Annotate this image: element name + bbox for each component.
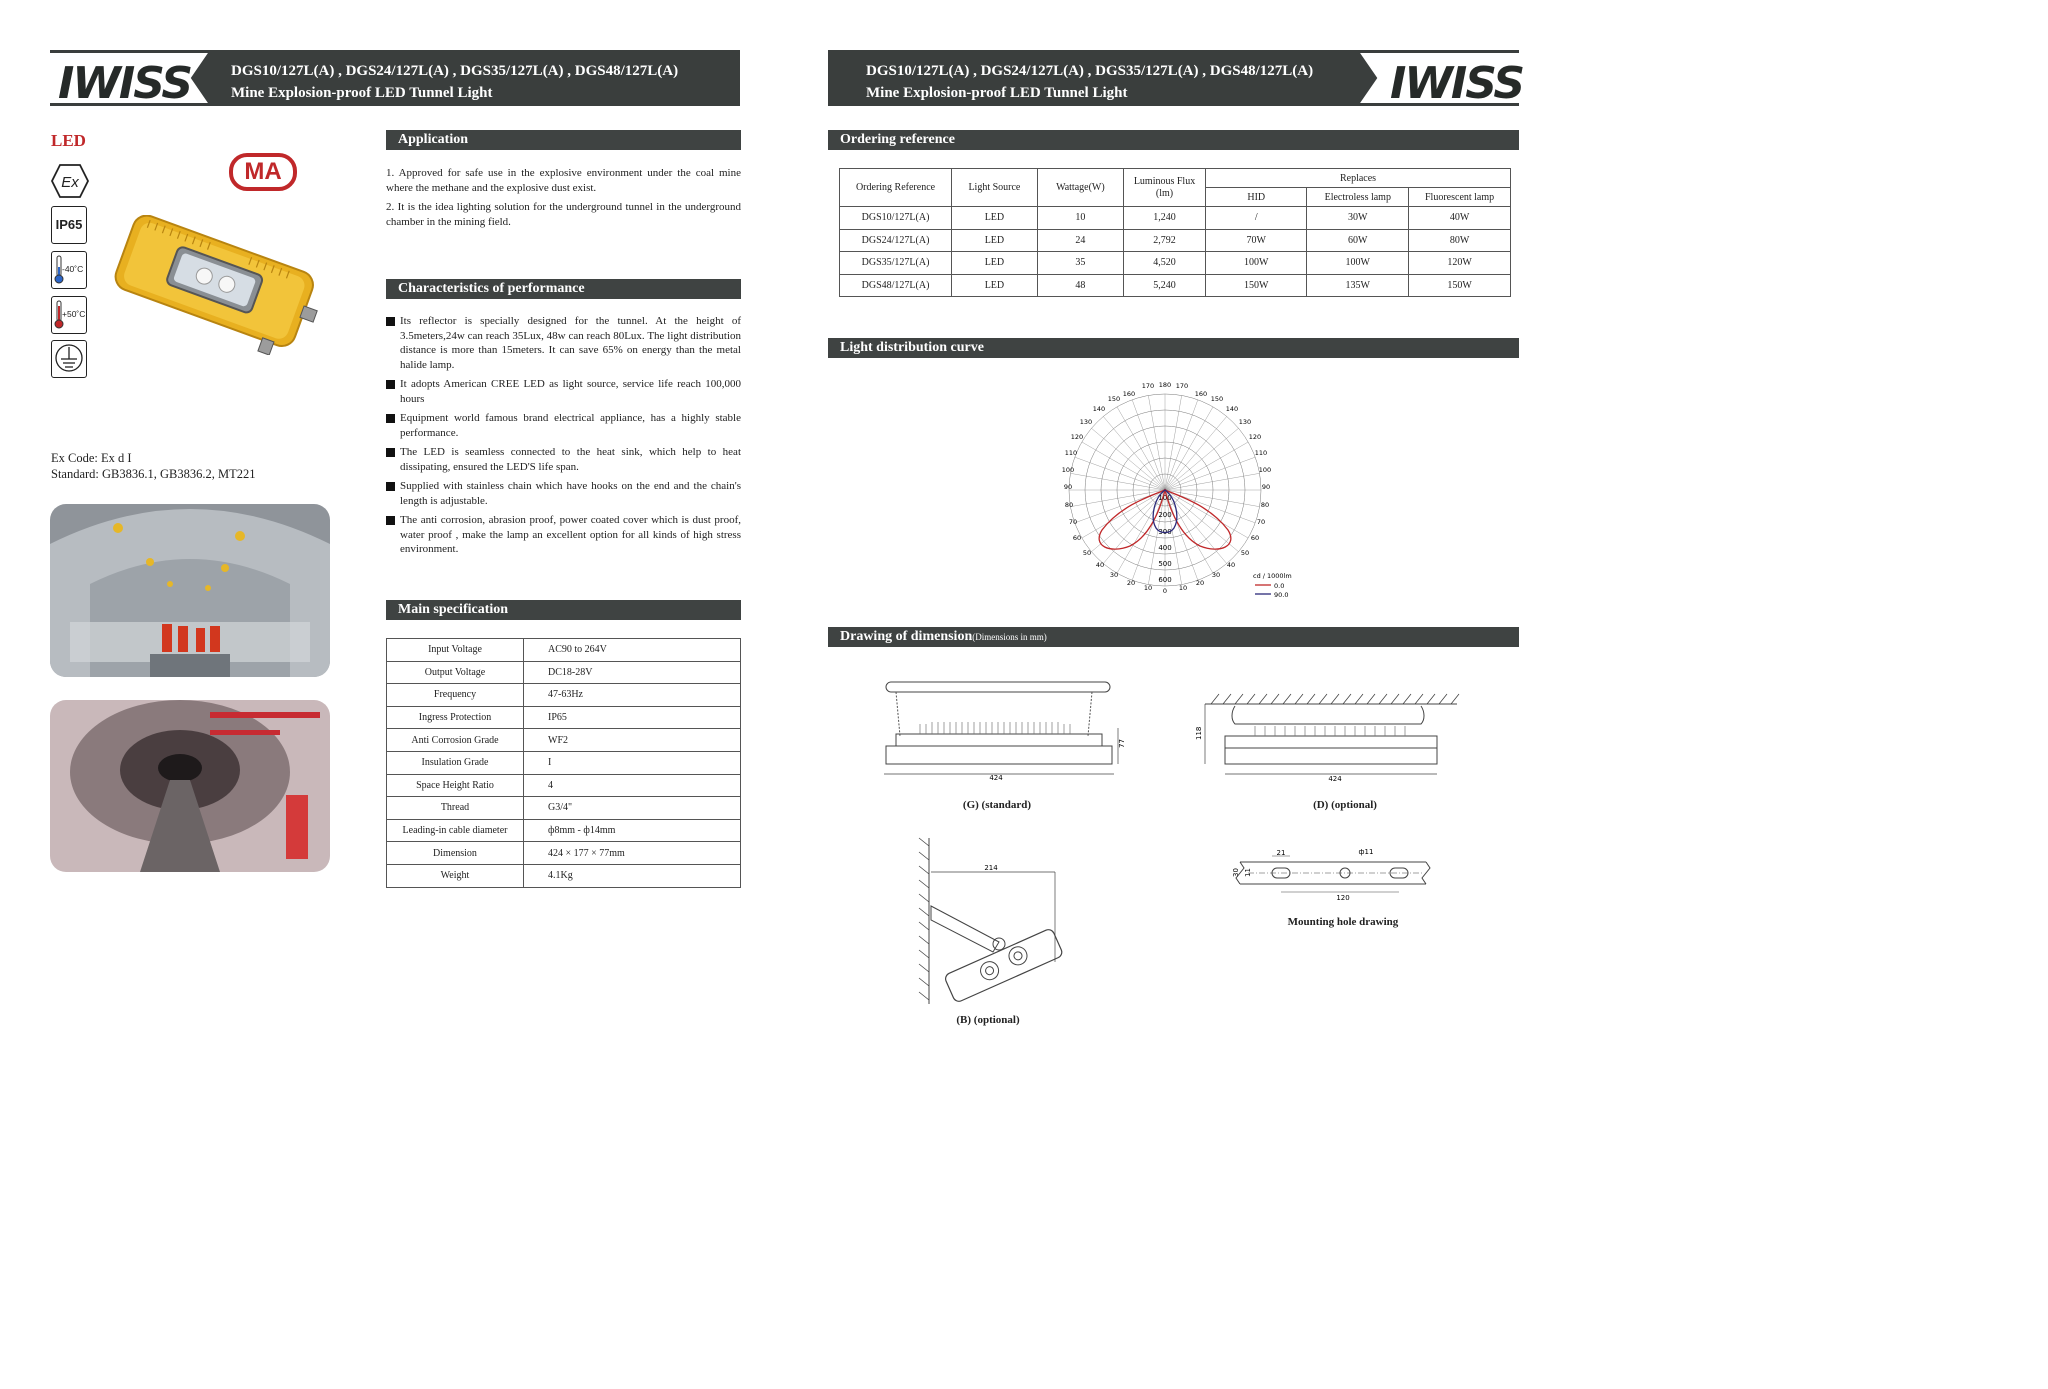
spec-table xyxy=(386,638,741,888)
ex-code-block xyxy=(51,450,256,482)
distribution-section-header: Light distribution curve xyxy=(828,338,1519,358)
dimension-section-header xyxy=(828,627,1519,647)
ordering-row xyxy=(840,252,1511,275)
cell: 150W xyxy=(1409,274,1511,297)
application-item-1: 1. Approved for safe use in the explosive environment under the coal mine where the methane and the explosive dust exist. xyxy=(386,167,741,194)
spec-row xyxy=(387,819,741,842)
angle-label: 170 xyxy=(1175,382,1189,390)
ip65-badge xyxy=(51,206,87,244)
spec-value: IP65 xyxy=(524,706,741,729)
angle-label: 40 xyxy=(1095,561,1105,569)
angle-label: 10 xyxy=(1178,584,1188,592)
header-title-right xyxy=(866,60,1313,104)
col-electroless: Electroless lamp xyxy=(1307,188,1409,207)
drawing-b-optional xyxy=(905,836,1065,1006)
legend-unit: cd / 1000lm xyxy=(1253,572,1292,580)
angle-label: 80 xyxy=(1260,501,1270,509)
radial-label: 300 xyxy=(1158,528,1172,536)
right-logo-top-line xyxy=(1358,50,1519,53)
cell: 30W xyxy=(1307,207,1409,230)
radial-label: 200 xyxy=(1158,511,1172,519)
radial-label: 500 xyxy=(1158,560,1172,568)
header-models-right: DGS10/127L(A) , DGS24/127L(A) , DGS35/127L(A) , DGS48/127L(A) xyxy=(866,63,1314,79)
legend-label: 0.0 xyxy=(1274,582,1285,590)
angle-label: 60 xyxy=(1250,534,1260,542)
cell: 10 xyxy=(1037,207,1123,230)
low-temp-badge xyxy=(51,251,87,289)
ordering-row xyxy=(840,274,1511,297)
spec-value: ф8mm - ф14mm xyxy=(524,819,741,842)
angle-label: 100 xyxy=(1258,466,1272,474)
bullet-square-icon xyxy=(386,414,395,423)
b-width-label: 214 xyxy=(984,864,998,872)
bullet-square-icon xyxy=(386,317,395,326)
angle-label: 170 xyxy=(1141,382,1155,390)
spec-key: Dimension xyxy=(387,842,524,865)
angle-label: 70 xyxy=(1256,518,1266,526)
col-hid: HID xyxy=(1206,188,1307,207)
angle-label: 110 xyxy=(1064,449,1078,457)
left-logo-top-line xyxy=(50,50,210,53)
cell: LED xyxy=(952,207,1038,230)
characteristic-item-4: The LED is seamless connected to the heat sink, which help to heat dissipating, ensured the LED'S life span. xyxy=(386,445,741,474)
spec-row xyxy=(387,684,741,707)
angle-label: 110 xyxy=(1254,449,1268,457)
angle-label: 50 xyxy=(1240,549,1250,557)
angle-label: 0 xyxy=(1162,587,1168,595)
col-fluorescent: Fluorescent lamp xyxy=(1409,188,1511,207)
tunnel-photo-2-image xyxy=(50,700,330,872)
caption-g: (G) (standard) xyxy=(962,799,1032,811)
spec-value: G3/4" xyxy=(524,797,741,820)
bullet-square-icon xyxy=(386,516,395,525)
cell: DGS24/127L(A) xyxy=(840,229,952,252)
angle-label: 90 xyxy=(1063,483,1073,491)
cell: LED xyxy=(952,274,1038,297)
angle-label: 120 xyxy=(1070,433,1084,441)
cell: 4,520 xyxy=(1123,252,1205,275)
tunnel-photo-1 xyxy=(50,504,330,677)
tunnel-photo-1-image xyxy=(50,504,330,677)
characteristic-item-6: The anti corrosion, abrasion proof, power coated cover which is dust proof, water proof , make the lamp an excellent option for all kinds of high stress environment. xyxy=(386,513,741,557)
angle-label: 100 xyxy=(1061,466,1075,474)
cell: 100W xyxy=(1307,252,1409,275)
radial-label: 600 xyxy=(1158,576,1172,584)
spec-value: DC18-28V xyxy=(524,661,741,684)
spec-row xyxy=(387,639,741,662)
header-product-left: Mine Explosion-proof LED Tunnel Light xyxy=(231,85,493,101)
angle-label: 130 xyxy=(1079,418,1093,426)
cell: DGS10/127L(A) xyxy=(840,207,952,230)
angle-label: 90 xyxy=(1261,483,1271,491)
radial-label: 100 xyxy=(1158,494,1172,502)
cell: 48 xyxy=(1037,274,1123,297)
angle-label: 180 xyxy=(1158,381,1172,389)
characteristics-section-header: Characteristics of performance xyxy=(386,279,741,299)
ordering-row xyxy=(840,207,1511,230)
light-distribution-chart xyxy=(1050,378,1310,600)
spec-key: Output Voltage xyxy=(387,661,524,684)
spec-key: Leading-in cable diameter xyxy=(387,819,524,842)
spec-row xyxy=(387,751,741,774)
header-product-right: Mine Explosion-proof LED Tunnel Light xyxy=(866,85,1128,101)
cell: LED xyxy=(952,229,1038,252)
ex-hexagon-icon xyxy=(50,163,90,199)
spec-key: Thread xyxy=(387,797,524,820)
spec-row xyxy=(387,706,741,729)
spec-value: 47-63Hz xyxy=(524,684,741,707)
hole-span-label: 120 xyxy=(1336,894,1350,902)
bullet-square-icon xyxy=(386,380,395,389)
angle-label: 120 xyxy=(1248,433,1262,441)
col-replaces: Replaces xyxy=(1206,169,1511,188)
cell: 135W xyxy=(1307,274,1409,297)
angle-label: 130 xyxy=(1238,418,1252,426)
spec-section-header: Main specification xyxy=(386,600,741,620)
cell: 35 xyxy=(1037,252,1123,275)
ordering-row xyxy=(840,229,1511,252)
col-ordering-reference: Ordering Reference xyxy=(840,169,952,207)
spec-value: 4.1Kg xyxy=(524,864,741,887)
dimension-title-note: (Dimensions in mm) xyxy=(972,632,1047,642)
spec-key: Anti Corrosion Grade xyxy=(387,729,524,752)
brand-logo-left: IWISS xyxy=(58,58,192,109)
characteristic-item-5: Supplied with stainless chain which have hooks on the end and the chain's length is adjustable. xyxy=(386,479,741,508)
spec-value: 424 × 177 × 77mm xyxy=(524,842,741,865)
cell: 70W xyxy=(1206,229,1307,252)
high-temp-badge xyxy=(51,296,87,334)
dimension-title: Drawing of dimension xyxy=(840,629,973,644)
angle-label: 60 xyxy=(1072,534,1082,542)
angle-label: 70 xyxy=(1068,518,1078,526)
cell: 100W xyxy=(1206,252,1307,275)
ordering-section-header: Ordering reference xyxy=(828,130,1519,150)
angle-label: 140 xyxy=(1225,405,1239,413)
hole-height-label: 30 xyxy=(1232,868,1240,877)
d-height-label: 118 xyxy=(1195,726,1203,740)
cell: 150W xyxy=(1206,274,1307,297)
radial-label: 400 xyxy=(1158,544,1172,552)
application-section-header: Application xyxy=(386,130,741,150)
tunnel-light-product-image xyxy=(110,215,325,355)
col-flux-label: Luminous Flux xyxy=(1133,175,1196,187)
spec-row xyxy=(387,864,741,887)
angle-label: 10 xyxy=(1143,584,1153,592)
led-label: LED xyxy=(51,131,86,150)
cell: / xyxy=(1206,207,1307,230)
low-temp-text: -40˚C xyxy=(62,264,84,274)
spec-key: Space Height Ratio xyxy=(387,774,524,797)
spec-value: I xyxy=(524,751,741,774)
spec-key: Insulation Grade xyxy=(387,751,524,774)
bullet-square-icon xyxy=(386,448,395,457)
tunnel-photo-2 xyxy=(50,700,330,872)
hole-slot-label: 11 xyxy=(1244,868,1252,877)
characteristic-item-1: Its reflector is specially designed for the tunnel. At the height of 3.5meters,24w can reach 35Lux, 48w can reach 80Lux. The light distribution distance is more than 15meters. It can save 65% on energy than the metal halide lamp. xyxy=(386,314,741,372)
application-item-2: 2. It is the idea lighting solution for the underground tunnel in the underground chamber in the mining field. xyxy=(386,201,741,228)
characteristic-item-2: It adopts American CREE LED as light source, service life reach 100,000 hours xyxy=(386,377,741,406)
angle-label: 30 xyxy=(1109,571,1119,579)
angle-label: 150 xyxy=(1107,395,1121,403)
caption-b: (B) (optional) xyxy=(956,1014,1020,1026)
legend-label: 90.0 xyxy=(1274,591,1289,599)
ma-certification-icon: MA xyxy=(229,153,297,191)
standard: Standard: GB3836.1, GB3836.2, MT221 xyxy=(51,467,256,481)
drawing-g-standard xyxy=(880,676,1130,786)
drawing-d-optional xyxy=(1195,690,1465,788)
spec-row xyxy=(387,842,741,865)
g-height-label: 77 xyxy=(1118,739,1126,748)
g-width-label: 424 xyxy=(989,774,1003,782)
header-title-left xyxy=(231,60,678,104)
high-temp-text: +50˚C xyxy=(62,309,86,319)
ex-badge-text: Ex xyxy=(61,174,79,191)
caption-d: (D) (optional) xyxy=(1313,799,1377,811)
spec-key: Frequency xyxy=(387,684,524,707)
col-wattage: Wattage(W) xyxy=(1037,169,1123,207)
angle-label: 160 xyxy=(1194,390,1208,398)
header-models-left: DGS10/127L(A) , DGS24/127L(A) , DGS35/127L(A) , DGS48/127L(A) xyxy=(231,63,679,79)
cell: 5,240 xyxy=(1123,274,1205,297)
cell: 40W xyxy=(1409,207,1511,230)
cell: DGS35/127L(A) xyxy=(840,252,952,275)
ground-icon xyxy=(52,341,86,375)
caption-mounting-hole: Mounting hole drawing xyxy=(1287,916,1399,928)
spec-row xyxy=(387,729,741,752)
angle-label: 50 xyxy=(1082,549,1092,557)
cell: DGS48/127L(A) xyxy=(840,274,952,297)
spec-value: 4 xyxy=(524,774,741,797)
spec-key: Ingress Protection xyxy=(387,706,524,729)
spec-value: AC90 to 264V xyxy=(524,639,741,662)
col-light-source: Light Source xyxy=(952,169,1038,207)
hole-width-label: 21 xyxy=(1276,849,1286,857)
spec-value: WF2 xyxy=(524,729,741,752)
curve-0-deg xyxy=(1099,490,1165,549)
spec-key: Input Voltage xyxy=(387,639,524,662)
col-flux-unit: (lm) xyxy=(1155,187,1174,199)
ip65-badge-text: IP65 xyxy=(55,217,83,232)
cell: 24 xyxy=(1037,229,1123,252)
ex-code: Ex Code: Ex d I xyxy=(51,451,132,465)
hole-diameter-label: ф11 xyxy=(1358,848,1374,856)
cell: 2,792 xyxy=(1123,229,1205,252)
cell: 1,240 xyxy=(1123,207,1205,230)
cell: 60W xyxy=(1307,229,1409,252)
characteristic-item-3: Equipment world famous brand electrical appliance, has a highly stable performance. xyxy=(386,411,741,440)
curve-0-deg-right xyxy=(1165,490,1231,549)
cell: 120W xyxy=(1409,252,1511,275)
application-text xyxy=(386,166,741,229)
ground-badge xyxy=(51,340,87,378)
spec-row xyxy=(387,797,741,820)
spec-row xyxy=(387,774,741,797)
bullet-square-icon xyxy=(386,482,395,491)
cell: LED xyxy=(952,252,1038,275)
drawing-mounting-hole xyxy=(1228,844,1438,906)
cell: 80W xyxy=(1409,229,1511,252)
angle-label: 160 xyxy=(1122,390,1136,398)
angle-label: 80 xyxy=(1064,501,1074,509)
ordering-table xyxy=(839,168,1511,297)
spec-row xyxy=(387,661,741,684)
spec-key: Weight xyxy=(387,864,524,887)
angle-label: 20 xyxy=(1195,579,1205,587)
d-width-label: 424 xyxy=(1328,775,1342,783)
brand-logo-right: IWISS xyxy=(1390,58,1524,109)
angle-label: 30 xyxy=(1211,571,1221,579)
angle-label: 150 xyxy=(1210,395,1224,403)
angle-label: 20 xyxy=(1126,579,1136,587)
angle-label: 40 xyxy=(1226,561,1236,569)
col-luminous-flux xyxy=(1123,169,1205,207)
angle-label: 140 xyxy=(1092,405,1106,413)
